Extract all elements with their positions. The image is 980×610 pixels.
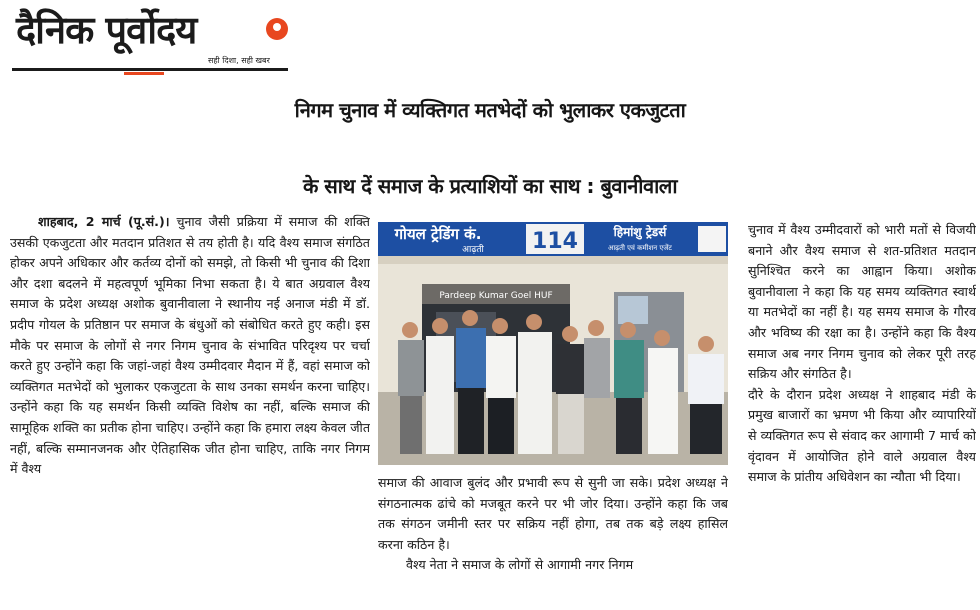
article-column-middle: [378, 473, 728, 606]
sign-right-subtext: आढ़ती एवं कमीशन एजेंट: [608, 244, 672, 252]
door-nameplate: Pardeep Kumar Goel HUF: [439, 291, 553, 301]
headline-line-2: के साथ दें समाज के प्रत्याशियों का साथ : बुवानीवाला: [302, 174, 678, 198]
sign-shop-number: 114: [532, 229, 578, 254]
article-column-left: [10, 212, 370, 606]
article-column-right: [748, 220, 976, 606]
masthead-logo-dot: [266, 18, 288, 40]
headline-line-1: निगम चुनाव में व्यक्तिगत मतभेदों को भुलाकर एकजुटता: [294, 98, 686, 122]
masthead-accent-bar: [124, 72, 164, 75]
article-mid-paragraph-2: वैश्य नेता ने समाज के लोगों से आगामी नगर निगम: [406, 557, 634, 573]
article-right-paragraph-1: चुनाव में वैश्य उम्मीदवारों को भारी मतों से विजयी बनाने और वैश्य समाज से शत-प्रतिशत मतदान सुनिश्चित करने का आह्वान किया। अशोक बुवानीवाला ने कहा कि यह समय व्यक्तिगत स्वार्थ या मतभेदों का नहीं है। यह समय समाज के गौरव और भविष्य की रक्षा का है। उन्होंने कहा कि वैश्य समाज अब नगर निगम चुनाव को लेकर पूरी तरह सक्रिय और संगठित है।: [748, 222, 976, 382]
article-dateline: शाहबाद, 2 मार्च (पू.सं.)।: [38, 214, 170, 229]
article-right-paragraph-2: दौरे के दौरान प्रदेश अध्यक्ष ने शाहबाद मंडी के प्रमुख बाजारों का भ्रमण भी किया और व्यापारियों से व्यक्तिगत रूप से संवाद कर आगामी 7 मार्च को वृंदावन में आयोजित होने वाले अग्रवाल वैश्य समाज के प्रांतीय अधिवेशन का न्यौता भी दिया।: [748, 386, 976, 485]
masthead-rule: [12, 68, 288, 71]
masthead-title: दैनिक पूर्वोदय: [16, 8, 197, 52]
sign-left-subtext: आढ़ती: [462, 245, 484, 255]
masthead-tagline: सही दिशा, सही खबर: [208, 56, 270, 65]
article-mid-paragraph-1: समाज की आवाज बुलंद और प्रभावी रूप से सुनी जा सके। प्रदेश अध्यक्ष ने संगठनात्मक ढांचे को मजबूत करने पर भी जोर दिया। उन्होंने कहा कि जब तक संगठन जमीनी स्तर पर सक्रिय नहीं होगा, तब तक बड़े लक्ष्य हासिल करना कठिन है।: [378, 475, 728, 552]
sign-right-text: हिमांशु ट्रेडर्स: [613, 225, 667, 239]
article-photo: [378, 222, 728, 465]
article-left-text: चुनाव जैसी प्रक्रिया में समाज की शक्ति उसकी एकजुटता और मतदान प्रतिशत से तय होती है। यदि वैश्य समाज संगठित होकर अपने अधिकार और कर्तव्य दोनों को समझे, तो किसी भी चुनाव की दिशा और दशा बदलने में महत्वपूर्ण भूमिका निभा सकता है। ये बात अग्रवाल वैश्य समाज के प्रदेश अध्यक्ष अशोक बुवानीवाला ने स्थानीय नई अनाज मंडी में डॉ. प्रदीप गोयल के प्रतिष्ठान पर समाज के बंधुओं को संबोधित करते हुए कही। इस मौके पर समाज के लोगों से नगर निगम चुनाव के संभावित परिदृश्य पर चर्चा करते हुए उन्होंने कहा कि जहां-जहां वैश्य उम्मीदवार मैदान में हैं, वहां समाज को व्यक्तिगत मतभेदों को भुलाकर एकजुटता के साथ उनका समर्थन करना चाहिए। उन्होंने कहा कि यह समर्थन किसी व्यक्ति विशेष का नहीं, बल्कि समाज की सामूहिक शक्ति का प्रतीक होना चाहिए। उन्होंने कहा कि हमारा लक्ष्य केवल जीत नहीं, बल्कि सम्मानजनक और ऐतिहासिक जीत होना चाहिए, ताकि नगर निगम में वैश्य: [10, 214, 370, 477]
sign-left-text: गोयल ट्रेडिंग कं.: [394, 225, 482, 243]
masthead: [10, 6, 290, 72]
